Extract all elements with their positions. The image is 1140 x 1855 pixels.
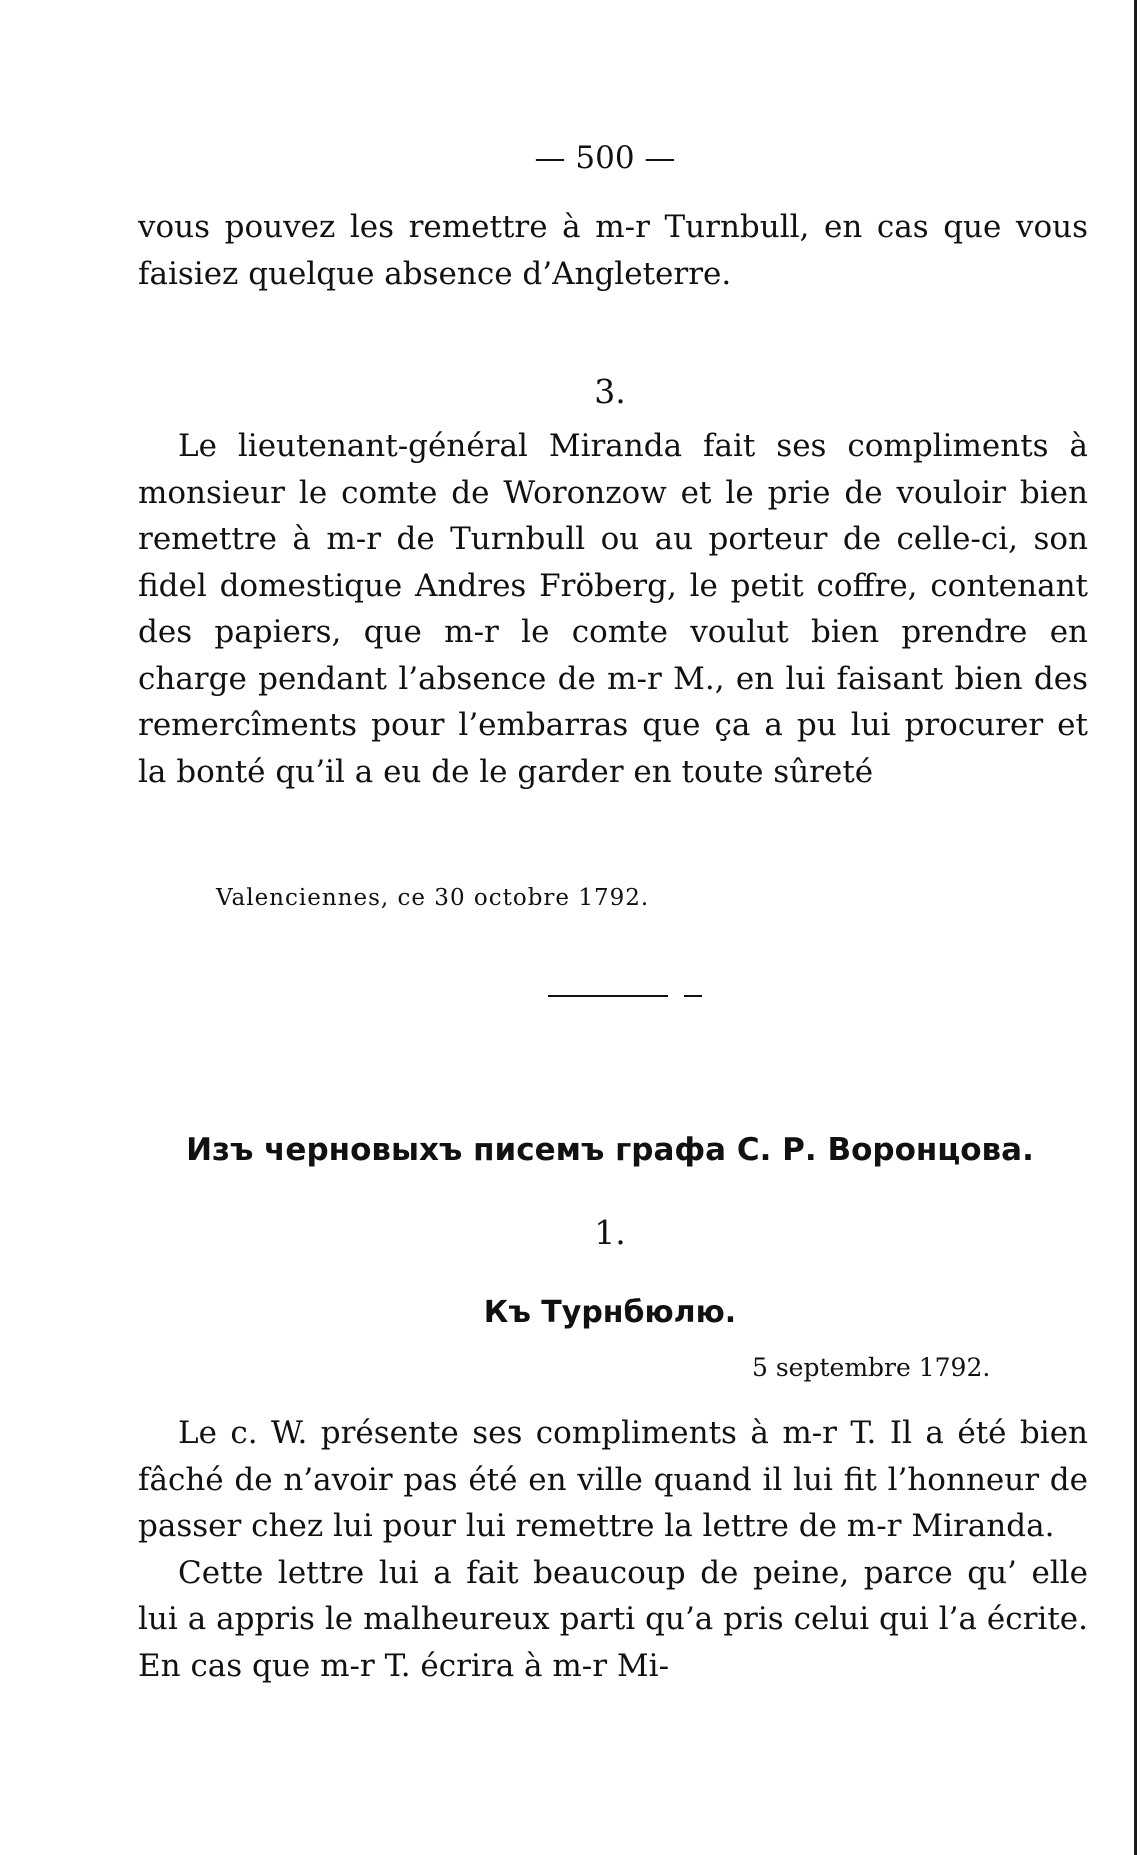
letter-addressee-heading: Къ Турнбюлю. <box>483 1295 737 1330</box>
separator-rule <box>548 995 668 997</box>
letter-1-body <box>138 1410 1088 1689</box>
page-edge-line <box>1134 0 1137 1855</box>
continued-letter-text <box>138 204 1088 297</box>
page-number: — 500 — <box>534 140 676 176</box>
separator-rule-short <box>684 995 702 997</box>
continued-paragraph: vous pouvez les remettre à m-r Turnbull, en cas que vous faisiez quelque absence d’Angleterre. <box>138 209 1088 292</box>
letter-1-paragraph-2: Cette lettre lui a fait beaucoup de peine, parce qu’ elle lui a appris le malheureux parti qu’a pris celui qui l’a écrite. En cas que m-r T. écrira à m-r Mi- <box>138 1554 1088 1684</box>
section-letter-number: 1. <box>594 1213 626 1252</box>
letter-3-paragraph: Le lieutenant-général Miranda fait ses compliments à monsieur le comte de Woronzow et le prie de vouloir bien remettre à m-r de Turnbull ou au porteur de celle-ci, son fidel domestique Andres Fröberg, le petit coffre, contenant des papiers, que m-r le comte voulut bien prendre en charge pendant l’absence de m-r M., en lui faisant bien des remercîments pour l’embarras que ça a pu lui procurer et la bonté qu’il a eu de le garder en toute sûreté <box>138 428 1088 790</box>
letter-1-paragraph-1: Le c. W. présente ses compliments à m-r T. Il a été bien fâché de n’avoir pas été en ville quand il lui fit l’honneur de passer chez lui pour lui remettre la lettre de m-r Miranda. <box>138 1415 1088 1544</box>
letter-3-place-date: Valenciennes, ce 30 octobre 1792. <box>216 885 650 911</box>
section-heading: Изъ черновыхъ писемъ графа С. Р. Воронцова. <box>186 1132 1034 1168</box>
letter-date: 5 septembre 1792. <box>752 1353 991 1382</box>
letter-number: 3. <box>594 372 626 411</box>
letter-3-body <box>138 423 1088 795</box>
